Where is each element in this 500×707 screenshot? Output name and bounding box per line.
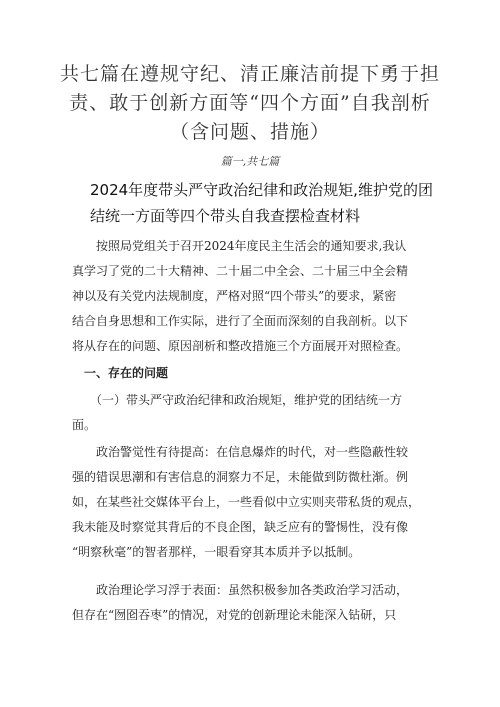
- section-heading-line-1: 2024年度带头严守政治纪律和政治规矩,维护党的团: [90, 181, 433, 199]
- section-title-problems: 一、存在的问题: [72, 366, 169, 380]
- subsection-line-1: （一）带头严守政治纪律和政治规矩，维护党的团结统一方: [72, 393, 403, 407]
- paragraph1-line-3: 如，在某些社交媒体平台上，一些看似中立实则夹带私货的观点，: [72, 495, 421, 509]
- paragraph2-line-1: 政治理论学习浮于表面：虽然积极参加各类政治学习活动，: [72, 583, 409, 597]
- document-title-line-2: 责、敢于创新方面等“四个方面”自我剖析: [69, 92, 431, 114]
- intro-line-2: 真学习了党的二十大精神、二十届二中全会、二十届三中全会精: [72, 264, 409, 278]
- paragraph2-line-2: 但存在“囫囵吞枣”的情况，对党的创新理论未能深入钻研，只: [72, 608, 397, 622]
- paragraph1-line-4: 我未能及时察觉其背后的不良企图，缺乏应有的警惕性，没有像: [72, 520, 409, 534]
- paragraph1-line-5: “明察秋毫”的智者那样，一眼看穿其本质并予以抵制。: [72, 545, 361, 559]
- intro-line-3: 神以及有关党内法规制度，严格对照“四个带头”的要求，紧密: [72, 289, 397, 303]
- document-subtitle: 篇一,共七篇: [220, 155, 280, 168]
- section-heading-line-2: 结统一方面等四个带头自我查摆检查材料: [90, 207, 361, 225]
- intro-line-5: 将从存在的问题、原因剖析和整改措施三个方面展开对照检查。: [72, 339, 409, 353]
- paragraph1-line-2: 强的错误思潮和有害信息的洞察力不足，未能做到防微杜渐。例: [72, 470, 409, 484]
- document-title-line-1: 共七篇在遵规守纪、清正廉洁前提下勇于担: [59, 63, 440, 85]
- document-title-line-3: （含问题、措施）: [169, 121, 330, 143]
- subsection-line-2: 面。: [72, 418, 97, 432]
- intro-line-1: 按照局党组关于召开2024年度民主生活会的通知要求,我认: [72, 239, 407, 253]
- paragraph1-line-1: 政治警觉性有待提高：在信息爆炸的时代，对一些隐蔽性较: [72, 445, 409, 459]
- intro-line-4: 结合自身思想和工作实际，进行了全面而深刻的自我剖析。以下: [72, 314, 409, 328]
